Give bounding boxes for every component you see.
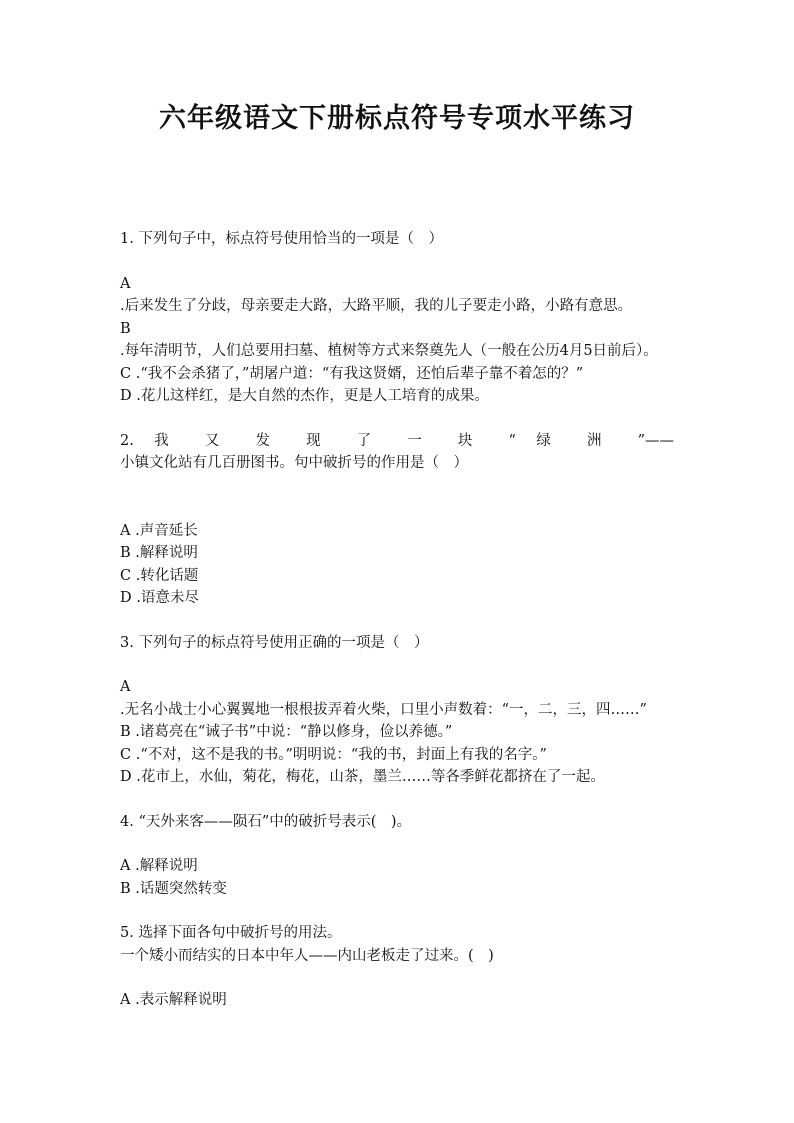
option-text: .每年清明节，人们总要用扫墓、植树等方式来祭奠先人（一般在公历4月5日前后）。 — [120, 343, 658, 359]
option-letter: B — [120, 320, 131, 337]
option-text: B .话题突然转变 — [120, 880, 227, 897]
option-text: A .声音延长 — [120, 522, 198, 539]
option-text: D .语意未尽 — [120, 590, 199, 606]
option-text: C .“我不会杀猪了，”胡屠户道：“有我这贤婿，还怕后辈子靠不着怎的？” — [120, 365, 584, 382]
question-4 — [120, 811, 674, 901]
question-stem: 3. 下列句子的标点符号使用正确的一项是（ ） — [120, 634, 429, 651]
question-5 — [120, 922, 674, 1012]
option-text: .后来发生了分歧，母亲要走大路，大路平顺，我的儿子要走小路，小路有意思。 — [120, 298, 633, 314]
question-stem: 1. 下列句子中，标点符号使用恰当的一项是（ ） — [120, 231, 443, 247]
option-text: B .诸葛亮在“诫子书”中说：“静以修身，俭以养德。” — [120, 724, 453, 740]
option-letter: A — [120, 679, 131, 695]
page-title: 六年级语文下册标点符号专项水平练习 — [159, 103, 635, 134]
question-stem: 一个矮小而结实的日本中年人——内山老板走了过来。( ) — [120, 947, 494, 964]
option-text: C .“不对，这不是我的书。”明明说：“我的书，封面上有我的名字。” — [120, 746, 547, 763]
question-stem: 小镇文化站有几百册图书。句中破折号的作用是（ ） — [120, 455, 468, 471]
question-stem: 4. “天外来客——陨石”中的破折号表示( )。 — [120, 813, 412, 830]
option-text: C .转化话题 — [120, 567, 199, 584]
exercise-content — [120, 228, 674, 1012]
option-text: B .解释说明 — [120, 545, 198, 561]
question-stem: 5. 选择下面各句中破折号的用法。 — [120, 925, 342, 941]
option-text: D .花儿这样红，是大自然的杰作，更是人工培育的成果。 — [120, 388, 489, 404]
option-text: .无名小战士小心翼翼地一根根拔弄着火柴，口里小声数着：“一，二，三，四……” — [120, 701, 647, 718]
option-text: A .表示解释说明 — [120, 992, 227, 1008]
option-text: D .花市上，水仙，菊花，梅花，山茶，墨兰……等各季鲜花都挤在了一起。 — [120, 769, 605, 785]
question-2 — [120, 430, 674, 610]
option-text: A .解释说明 — [120, 858, 198, 874]
question-3 — [120, 632, 674, 789]
question-stem: 2. 我 又 发 现 了 一 块 “ 绿 洲 ”—— — [120, 432, 674, 449]
question-1 — [120, 228, 674, 408]
option-letter: A — [120, 275, 131, 292]
